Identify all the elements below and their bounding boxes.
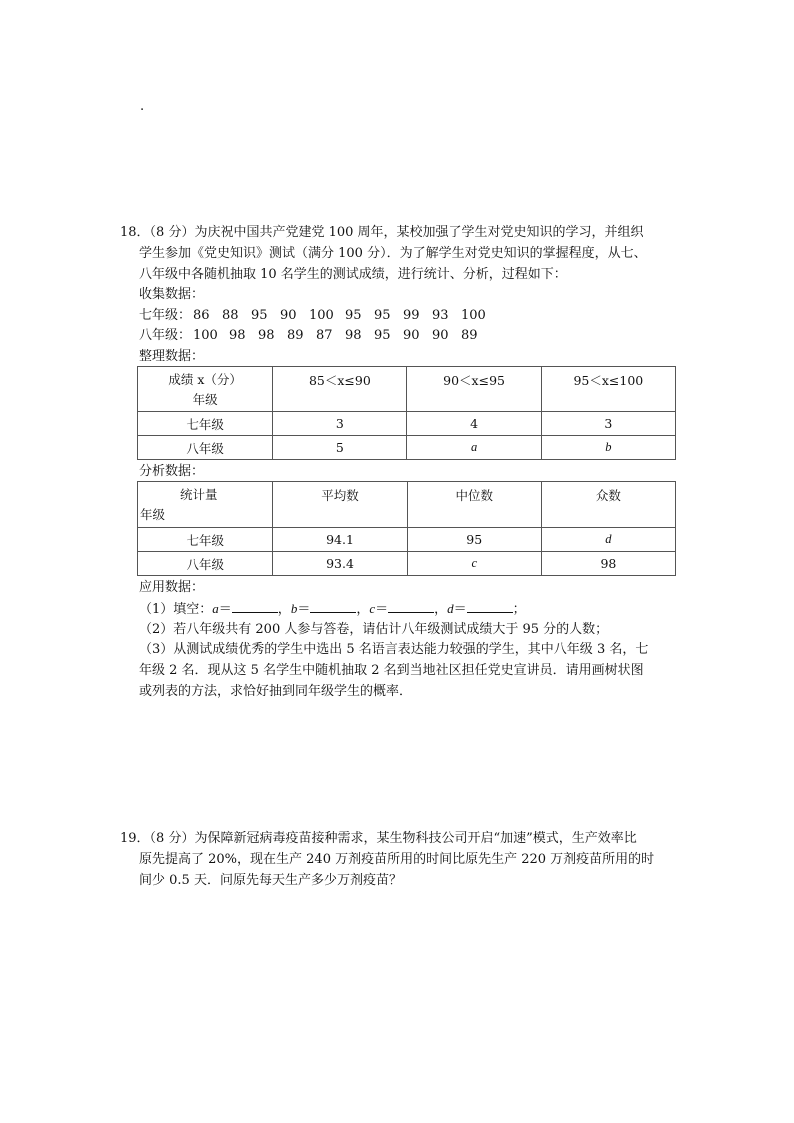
statistics-table-corner bbox=[138, 482, 273, 528]
grade7-score: 90 bbox=[280, 308, 297, 323]
grade8-score: 89 bbox=[461, 328, 478, 343]
table-cell: 98 bbox=[541, 552, 675, 576]
equals-sign: ＝ bbox=[218, 602, 232, 617]
equals-sign: ＝ bbox=[453, 602, 467, 617]
table-row bbox=[138, 436, 676, 460]
table-row bbox=[138, 528, 676, 552]
equals-sign: ＝ bbox=[375, 602, 389, 617]
sub-question-3-line1: （3）从测试成绩优秀的学生中选出 5 名语言表达能力较强的学生，其中八年级 3 名，七 bbox=[139, 642, 649, 657]
var-a: a bbox=[212, 601, 219, 616]
q19-text-line3: 间少 0.5 天．问原先每天生产多少万剂疫苗？ bbox=[139, 873, 402, 888]
q18-number: 18． bbox=[120, 225, 150, 240]
grade8-score: 90 bbox=[403, 328, 420, 343]
grade8-score: 95 bbox=[374, 328, 391, 343]
equals-sign: ＝ bbox=[297, 602, 311, 617]
table-cell: 95 bbox=[407, 528, 541, 552]
grade8-score: 100 bbox=[193, 328, 218, 343]
sub-question-1 bbox=[139, 600, 526, 619]
table-row bbox=[138, 412, 676, 436]
row-label: 七年级 bbox=[138, 528, 273, 552]
grade8-score: 89 bbox=[287, 328, 304, 343]
table-cell: a bbox=[407, 436, 541, 460]
var-c: c bbox=[369, 601, 376, 616]
q18-score: （8 分） bbox=[149, 225, 195, 240]
organize-label: 整理数据： bbox=[139, 349, 205, 364]
row-label: 七年级 bbox=[138, 412, 273, 436]
collect-label: 收集数据： bbox=[139, 287, 205, 302]
column-header: 中位数 bbox=[407, 482, 541, 528]
column-header: 众数 bbox=[541, 482, 675, 528]
column-header: 95＜x≤100 bbox=[541, 367, 675, 412]
q19-number: 19． bbox=[120, 831, 150, 846]
table-cell: 94.1 bbox=[273, 528, 407, 552]
column-header: 平均数 bbox=[273, 482, 407, 528]
grade7-score: 100 bbox=[461, 308, 486, 323]
grade8-score: 90 bbox=[432, 328, 449, 343]
table-cell: d bbox=[541, 528, 675, 552]
column-header: 85＜x≤90 bbox=[273, 367, 407, 412]
grade7-score: 100 bbox=[309, 308, 334, 323]
grade7-score: 93 bbox=[432, 308, 449, 323]
answer-blank-d[interactable] bbox=[467, 600, 513, 613]
grade7-scores-line bbox=[139, 307, 486, 325]
sub-question-3-line2: 年级 2 名．现从这 5 名学生中随机抽取 2 名到当地社区担任党史宣讲员．请用画树状图 bbox=[139, 663, 644, 678]
grade8-score: 98 bbox=[345, 328, 362, 343]
grade8-score: 98 bbox=[229, 328, 246, 343]
q19-score: （8 分） bbox=[149, 831, 195, 846]
answer-blank-a[interactable] bbox=[232, 600, 278, 613]
comma: ， bbox=[434, 602, 448, 617]
column-header: 90＜x≤95 bbox=[407, 367, 541, 412]
row-label: 八年级 bbox=[138, 436, 273, 460]
comma: ， bbox=[277, 602, 291, 617]
corner-header-grade: 年级 bbox=[192, 392, 218, 407]
grade7-score: 95 bbox=[251, 308, 268, 323]
table-cell: 4 bbox=[407, 412, 541, 436]
var-d: d bbox=[447, 601, 454, 616]
apply-label: 应用数据： bbox=[139, 580, 205, 595]
sub-question-2: （2）若八年级共有 200 人参与答卷，请估计八年级测试成绩大于 95 分的人数； bbox=[139, 622, 609, 637]
sub1-prefix: （1）填空： bbox=[139, 602, 213, 617]
statistics-table bbox=[137, 481, 676, 576]
grade7-score: 86 bbox=[193, 308, 210, 323]
q19-text-line2: 原先提高了 20%，现在生产 240 万剂疫苗所用的时间比原先生产 220 万剂疫苗所用的时 bbox=[139, 852, 655, 867]
table-cell: 3 bbox=[273, 412, 407, 436]
frequency-table-corner bbox=[138, 367, 273, 412]
sub-question-3-line3: 或列表的方法，求恰好抽到同年级学生的概率． bbox=[139, 684, 413, 699]
corner-score-label: 成绩 x（分） bbox=[168, 372, 242, 387]
var-b: b bbox=[290, 601, 298, 616]
table-cell: 93.4 bbox=[273, 552, 407, 576]
corner-header-grade: 年级 bbox=[140, 507, 166, 522]
grade8-label: 八年级： bbox=[139, 328, 192, 343]
q18-text-line3: 八年级中各随机抽取 10 名学生的测试成绩，进行统计、分析，过程如下： bbox=[139, 267, 567, 282]
table-cell: 5 bbox=[273, 436, 407, 460]
analyze-label: 分析数据： bbox=[139, 464, 205, 479]
semicolon: ； bbox=[512, 602, 526, 617]
grade7-label: 七年级： bbox=[139, 308, 192, 323]
q19-line1 bbox=[120, 830, 637, 848]
grade7-score: 88 bbox=[222, 308, 239, 323]
table-cell: c bbox=[407, 552, 541, 576]
grade8-score: 87 bbox=[316, 328, 333, 343]
q18-text-line2: 学生参加《党史知识》测试（满分 100 分）．为了解学生对党史知识的掌握程度，从七、 bbox=[139, 246, 647, 261]
q19-text-line1: 为保障新冠病毒疫苗接种需求，某生物科技公司开启“加速”模式，生产效率比 bbox=[194, 831, 637, 846]
answer-blank-c[interactable] bbox=[388, 600, 434, 613]
top-dot: . bbox=[140, 99, 145, 114]
grade8-score: 98 bbox=[258, 328, 275, 343]
grade7-score: 95 bbox=[374, 308, 391, 323]
frequency-table bbox=[137, 366, 676, 460]
table-row bbox=[138, 552, 676, 576]
answer-blank-b[interactable] bbox=[310, 600, 356, 613]
row-label: 八年级 bbox=[138, 552, 273, 576]
grade7-score: 99 bbox=[403, 308, 420, 323]
q18-text-line1: 为庆祝中国共产党建党 100 周年，某校加强了学生对党史知识的学习，并组织 bbox=[194, 225, 644, 240]
q18-line1 bbox=[120, 224, 644, 242]
corner-header-stat: 统计量 bbox=[180, 487, 218, 502]
comma: ， bbox=[356, 602, 370, 617]
grade7-score: 95 bbox=[345, 308, 362, 323]
corner-header-score bbox=[138, 370, 272, 390]
table-cell: 3 bbox=[541, 412, 675, 436]
grade8-scores-line bbox=[139, 327, 478, 345]
table-cell: b bbox=[541, 436, 675, 460]
